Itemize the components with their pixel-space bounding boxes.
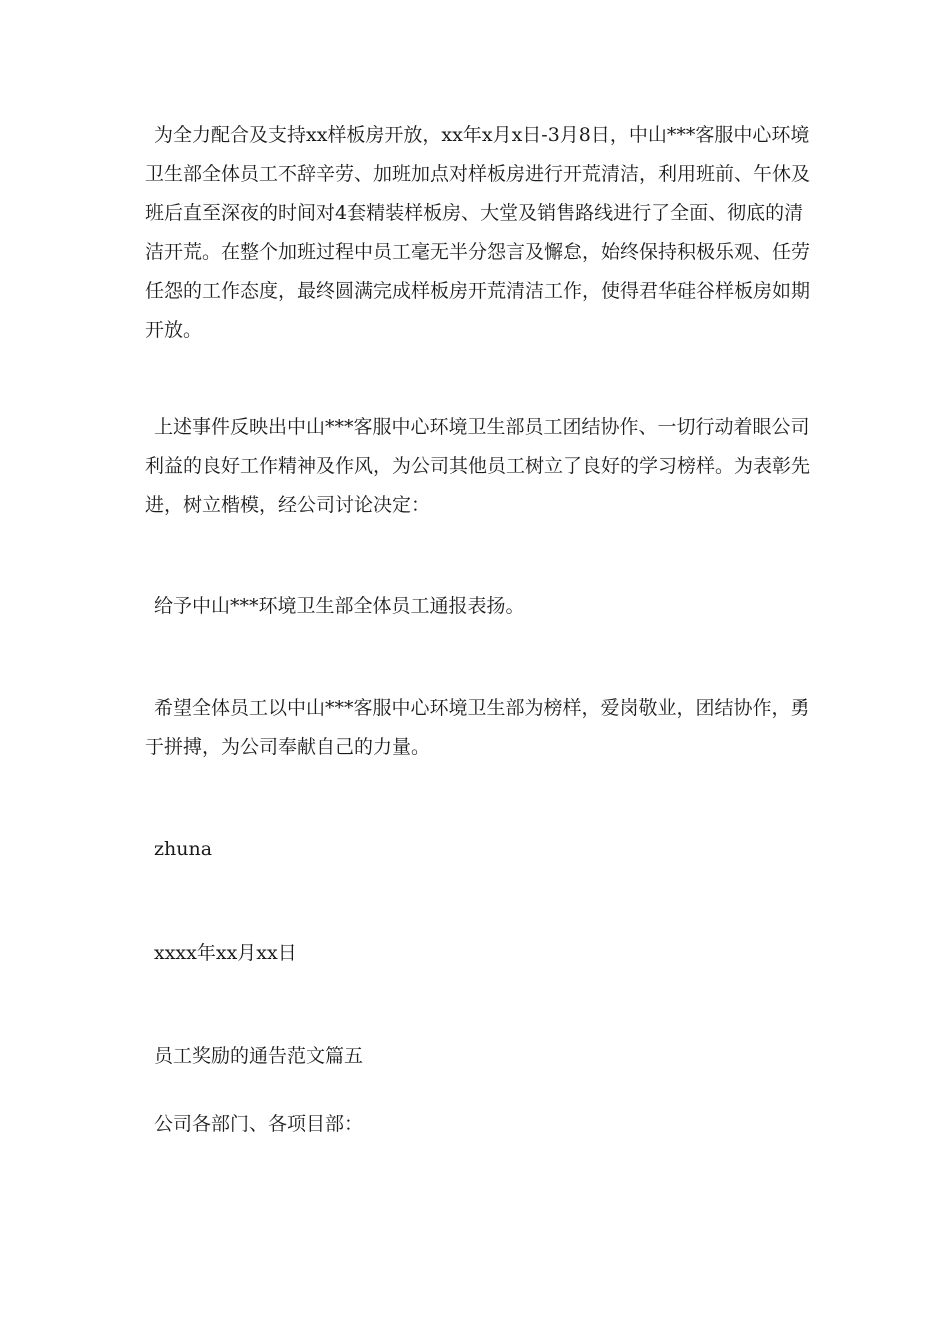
- salutation: [145, 1105, 810, 1144]
- paragraph-text: 为全力配合及支持xx样板房开放，xx年x月x日-3月8日，中山***客服中心环境卫生部全体员工不辞辛劳、加班加点对样板房进行开荒清洁，利用班前、午休及班后直至深夜的时间对4套精装样板房、大堂及销售路线进行了全面、彻底的清洁开荒。在整个加班过程中员工毫无半分怨言及懈怠，始终保持积极乐观、任劳任怨的工作态度，最终圆满完成样板房开荒清洁工作，使得君华硅谷样板房如期开放。: [145, 124, 811, 341]
- paragraph-text: 希望全体员工以中山***客服中心环境卫生部为榜样，爱岗敬业，团结协作，勇于拼搏，为公司奉献自己的力量。: [145, 697, 810, 758]
- paragraph-decision: [145, 587, 810, 626]
- salutation-text: 公司各部门、各项目部：: [154, 1113, 364, 1135]
- signature: [145, 830, 810, 869]
- paragraph-text: 上述事件反映出中山***客服中心环境卫生部员工团结协作、一切行动着眼公司利益的良好工作精神及作风，为公司其他员工树立了良好的学习榜样。为表彰先进，树立楷模，经公司讨论决定：: [145, 416, 811, 516]
- paragraph-hope: [145, 689, 810, 767]
- date-text: xxxx年xx月xx日: [154, 942, 297, 964]
- signature-text: zhuna: [154, 838, 213, 860]
- paragraph-commendation-event: [145, 116, 810, 350]
- paragraph-text: 给予中山***环境卫生部全体员工通报表扬。: [154, 595, 525, 617]
- document-date: [145, 934, 810, 973]
- section-heading-text: 员工奖励的通告范文篇五: [154, 1045, 364, 1067]
- section-heading: [145, 1037, 810, 1076]
- paragraph-reflection: [145, 408, 810, 525]
